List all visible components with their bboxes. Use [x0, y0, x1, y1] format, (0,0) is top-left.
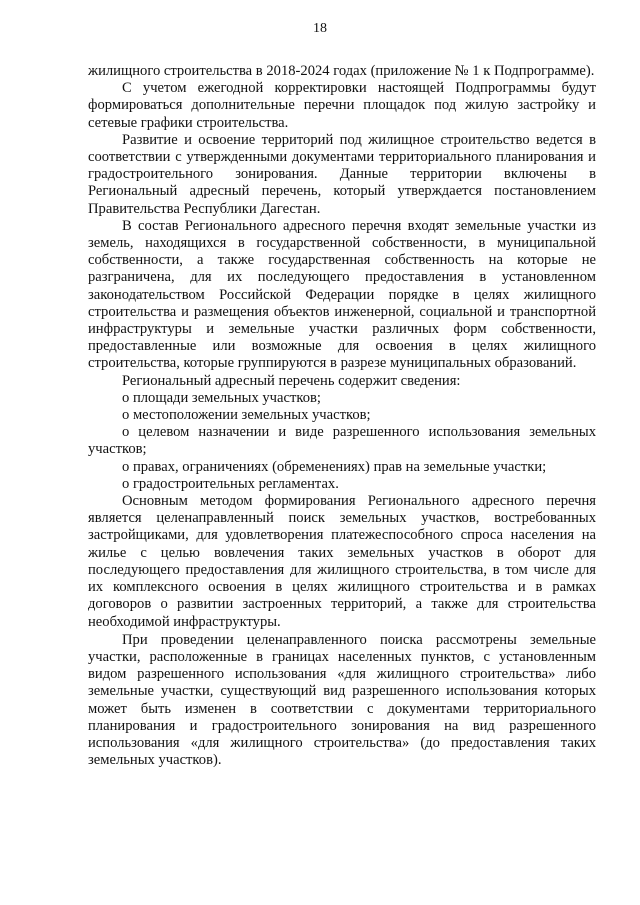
- list-item-regulations: о градостроительных регламентах.: [122, 475, 339, 492]
- paragraph-2: С учетом ежегодной корректировки настоящей Подпрограммы будут формироваться дополнительные перечни площадок под жилую застройку и сетевые графики строительства.: [88, 80, 596, 131]
- paragraph-1: жилищного строительства в 2018-2024 годах (приложение № 1 к Подпрограмме).: [88, 63, 595, 79]
- paragraph-4: В состав Регионального адресного перечня входят земельные участки из земель, находящихся в государственной собственности, в муниципальной собственности, а также государственная собственность на которые не разграничена, для их последующего предоставления в установленном законодательством Российской Федерации порядке в целях жилищного строительства и размещения объектов инженерной, социальной и транспортной инфраструктуры и земельные участки различных форм собственности, предоставленные или возможные для освоения в целях жилищного строительства, которые группируются в разрезе муниципальных образований.: [88, 217, 596, 372]
- list-item-area: о площади земельных участков;: [122, 389, 321, 406]
- paragraph-3: Развитие и освоение территорий под жилищное строительство ведется в соответствии с утвержденными документами территориального планирования и градостроительного зонирования. Данные территории включены в Региональный адресный перечень, который утверждается постановлением Правительства Республики Дагестан.: [88, 131, 596, 217]
- list-item-location: о местоположении земельных участков;: [122, 407, 371, 424]
- paragraph-method: Основным методом формирования Регионального адресного перечня является целенаправленный поиск земельных участков, востребованных застройщиками, для удовлетворения платежеспособного спроса населения на жилье с целью вовлечения таких земельных участков в оборот для последующего предоставления для жилищного строительства, в том числе для их комплексного освоения в целях жилищного строительства и в рамках договоров о развитии застроенных территорий, а также для строительства необходимой инфраструктуры.: [88, 493, 596, 630]
- list-item-purpose: о целевом назначении и виде разрешенного использования земельных участков;: [88, 424, 596, 458]
- list-item-rights: о правах, ограничениях (обременениях) прав на земельные участки;: [122, 458, 547, 475]
- paragraph-search: При проведении целенаправленного поиска рассмотрены земельные участки, расположенные в границах населенных пунктов, с установленным видом разрешенного использования «для жилищного строительства» либо земельные участки, существующий вид разрешенного использования которых может быть изменен в соответствии с документами территориального планирования и градостроительного зонирования на вид разрешенного использования «для жилищного строительства» (до предоставления таких земельных участков).: [88, 631, 596, 769]
- document-body: [88, 63, 596, 769]
- paragraph-5: Региональный адресный перечень содержит сведения:: [122, 372, 461, 389]
- page-number: 18: [313, 21, 327, 36]
